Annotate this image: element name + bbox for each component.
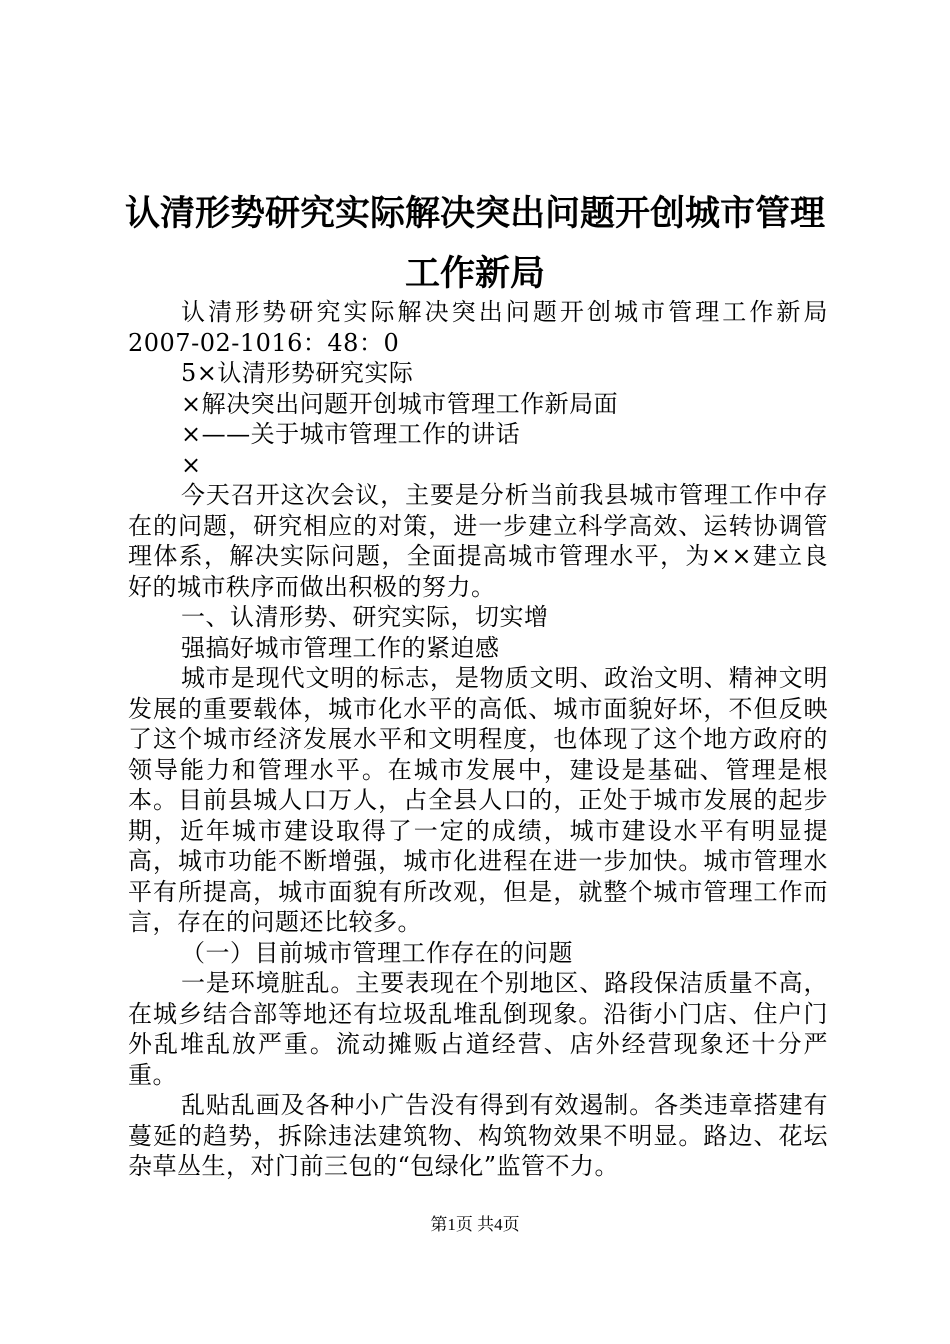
paragraph-issue-1: 一是环境脏乱。主要表现在个别地区、路段保洁质量不高，在城乡结合部等地还有垃圾乱堆乱倒现象。沿街小门店、住户门外乱堆乱放严重。流动摊贩占道经营、店外经营现象还十分严重。 [128, 969, 828, 1089]
page-footer [0, 1214, 950, 1236]
paragraph-subtitle-3: ×——关于城市管理工作的讲话 [181, 420, 521, 448]
paragraph-subtitle-4: × [181, 450, 202, 479]
section-heading-1a: 一、认清形势、研究实际，切实增 [181, 603, 549, 631]
paragraph-city-overview: 城市是现代文明的标志，是物质文明、政治文明、精神文明发展的重要载体，城市化水平的高低、城市面貌好坏，不但反映了这个城市经济发展水平和文明程度，也体现了这个地方政府的领导能力和管理水平。在城市发展中，建设是基础、管理是根本。目前县城人口万人，占全县人口的，正处于城市发展的起步期，近年城市建设取得了一定的成绩，城市建设水平有明显提高，城市功能不断增强，城市化进程在进一步加快。城市管理水平有所提高，城市面貌有所改观，但是，就整个城市管理工作而言，存在的问题还比较多。 [128, 664, 828, 936]
document-body [128, 297, 828, 1182]
paragraph-header-line: 认清形势研究实际解决突出问题开创城市管理工作新局2007-02-1016：48：0 [128, 298, 828, 357]
title-line-1: 认清形势研究实际解决突出问题开创城市管理 [124, 193, 825, 234]
section-heading-1b: 强搞好城市管理工作的紧迫感 [181, 633, 500, 662]
title-line-2: 工作新局 [404, 253, 545, 294]
paragraph-subtitle-2: ×解决突出问题开创城市管理工作新局面 [181, 389, 619, 418]
subsection-heading-1: （一）目前城市管理工作存在的问题 [181, 938, 573, 967]
paragraph-issue-2: 乱贴乱画及各种小广告没有得到有效遏制。各类违章搭建有蔓延的趋势，拆除违法建筑物、构筑物效果不明显。路边、花坛杂草丛生，对门前三包的“包绿化”监管不力。 [128, 1091, 828, 1180]
paragraph-intro: 今天召开这次会议，主要是分析当前我县城市管理工作中存在的问题，研究相应的对策，进一步建立科学高效、运转协调管理体系，解决实际问题，全面提高城市管理水平，为××建立良好的城市秩序而做出积极的努力。 [128, 481, 828, 601]
paragraph-subtitle-1: 5×认清形势研究实际 [181, 359, 414, 387]
document-title [100, 184, 850, 304]
page-number-label: 第1页 共4页 [430, 1215, 520, 1234]
